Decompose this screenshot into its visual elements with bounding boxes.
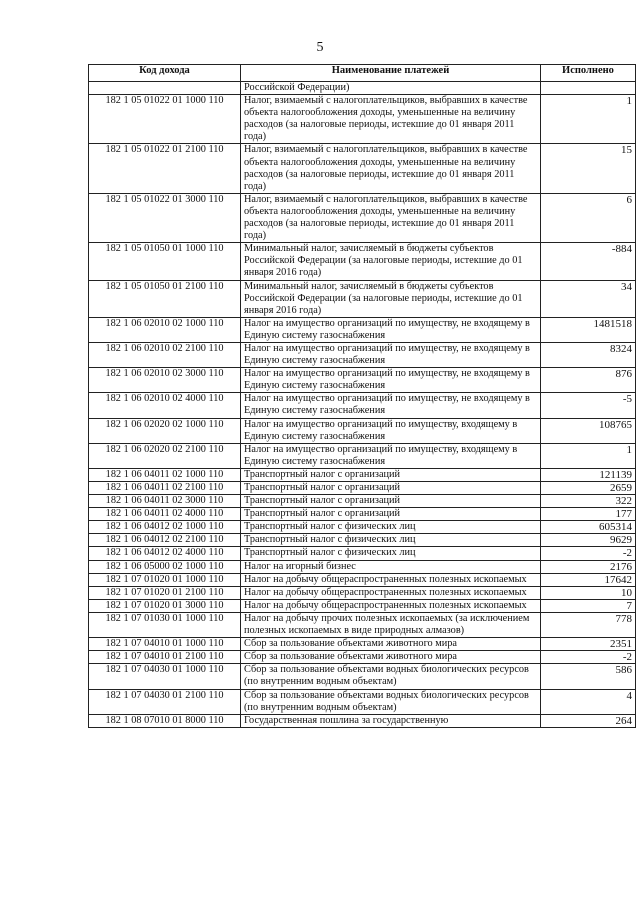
revenue-code-cell: 182 1 05 01050 01 2100 110	[89, 280, 241, 317]
revenue-code-cell: 182 1 08 07010 01 8000 110	[89, 714, 241, 727]
executed-amount-cell: 17642	[541, 573, 636, 586]
revenue-code-cell: 182 1 06 04012 02 2100 110	[89, 534, 241, 547]
table-row	[89, 586, 636, 599]
table-row	[89, 368, 636, 393]
payment-name-cell: Налог на добычу общераспространенных полезных ископаемых	[241, 586, 541, 599]
executed-amount-cell: 8324	[541, 342, 636, 367]
table-row	[89, 664, 636, 689]
payment-name-cell: Налог на имущество организаций по имуществу, не входящему в Единую систему газоснабжения	[241, 342, 541, 367]
table-row	[89, 342, 636, 367]
revenue-code-cell: 182 1 07 01030 01 1000 110	[89, 612, 241, 637]
header-name: Наименование платежей	[241, 65, 541, 82]
payment-name-cell: Налог на добычу общераспространенных полезных ископаемых	[241, 573, 541, 586]
payment-name-cell: Налог на добычу прочих полезных ископаемых (за исключением полезных ископаемых в виде природных алмазов)	[241, 612, 541, 637]
executed-amount-cell: -884	[541, 243, 636, 280]
payment-name-cell: Налог, взимаемый с налогоплательщиков, выбравших в качестве объекта налогообложения доходы, уменьшенные на величину расходов (за налоговые периоды, истекшие до 01 января 2011 года)	[241, 193, 541, 242]
payment-name-cell: Налог на игорный бизнес	[241, 560, 541, 573]
executed-amount-cell: 15	[541, 144, 636, 193]
payment-name-cell: Сбор за пользование объектами водных биологических ресурсов (по внутренним водным объектам)	[241, 664, 541, 689]
revenue-code-cell: 182 1 06 04011 02 4000 110	[89, 508, 241, 521]
executed-amount-cell: 7	[541, 599, 636, 612]
table-row	[89, 95, 636, 144]
header-amount: Исполнено	[541, 65, 636, 82]
table-row	[89, 560, 636, 573]
payment-name-cell: Налог на имущество организаций по имуществу, не входящему в Единую систему газоснабжения	[241, 317, 541, 342]
executed-amount-cell: 34	[541, 280, 636, 317]
table-row	[89, 638, 636, 651]
payment-name-cell: Налог, взимаемый с налогоплательщиков, выбравших в качестве объекта налогообложения доходы, уменьшенные на величину расходов (за налоговые периоды, истекшие до 01 января 2011 года)	[241, 144, 541, 193]
executed-amount-cell: 10	[541, 586, 636, 599]
payment-name-cell: Налог на добычу общераспространенных полезных ископаемых	[241, 599, 541, 612]
revenue-code-cell	[89, 82, 241, 95]
executed-amount-cell: 177	[541, 508, 636, 521]
executed-amount-cell: 2659	[541, 482, 636, 495]
executed-amount-cell: 778	[541, 612, 636, 637]
revenue-code-cell: 182 1 06 05000 02 1000 110	[89, 560, 241, 573]
revenue-code-cell: 182 1 06 04012 02 4000 110	[89, 547, 241, 560]
executed-amount-cell: 2176	[541, 560, 636, 573]
revenue-code-cell: 182 1 06 02020 02 2100 110	[89, 443, 241, 468]
executed-amount-cell: -5	[541, 393, 636, 418]
executed-amount-cell	[541, 82, 636, 95]
executed-amount-cell: 605314	[541, 521, 636, 534]
table-row	[89, 599, 636, 612]
revenue-code-cell: 182 1 06 04012 02 1000 110	[89, 521, 241, 534]
executed-amount-cell: -2	[541, 651, 636, 664]
payment-name-cell: Сбор за пользование объектами животного мира	[241, 651, 541, 664]
table-row	[89, 521, 636, 534]
table-row	[89, 534, 636, 547]
revenue-code-cell: 182 1 06 02010 02 2100 110	[89, 342, 241, 367]
revenue-code-cell: 182 1 06 04011 02 2100 110	[89, 482, 241, 495]
payment-name-cell: Сбор за пользование объектами водных биологических ресурсов (по внутренним водным объектам)	[241, 689, 541, 714]
payment-name-cell: Российской Федерации)	[241, 82, 541, 95]
revenue-code-cell: 182 1 05 01022 01 2100 110	[89, 144, 241, 193]
table-row	[89, 82, 636, 95]
table-row	[89, 714, 636, 727]
payment-name-cell: Транспортный налог с организаций	[241, 508, 541, 521]
table-row	[89, 689, 636, 714]
payment-name-cell: Транспортный налог с организаций	[241, 482, 541, 495]
payment-name-cell: Государственная пошлина за государственную	[241, 714, 541, 727]
table-row	[89, 573, 636, 586]
payment-name-cell: Налог, взимаемый с налогоплательщиков, выбравших в качестве объекта налогообложения доходы, уменьшенные на величину расходов (за налоговые периоды, истекшие до 01 января 2011 года)	[241, 95, 541, 144]
executed-amount-cell: 264	[541, 714, 636, 727]
table-row	[89, 193, 636, 242]
payment-name-cell: Транспортный налог с физических лиц	[241, 547, 541, 560]
payment-name-cell: Налог на имущество организаций по имуществу, входящему в Единую систему газоснабжения	[241, 443, 541, 468]
revenue-code-cell: 182 1 06 04011 02 3000 110	[89, 495, 241, 508]
table-row	[89, 495, 636, 508]
payment-name-cell: Сбор за пользование объектами животного мира	[241, 638, 541, 651]
table-row	[89, 317, 636, 342]
revenue-code-cell: 182 1 07 04010 01 2100 110	[89, 651, 241, 664]
revenue-code-cell: 182 1 06 02010 02 4000 110	[89, 393, 241, 418]
payment-name-cell: Налог на имущество организаций по имуществу, входящему в Единую систему газоснабжения	[241, 418, 541, 443]
payment-name-cell: Минимальный налог, зачисляемый в бюджеты субъектов Российской Федерации (за налоговые периоды, истекшие до 01 января 2016 года)	[241, 243, 541, 280]
payment-name-cell: Налог на имущество организаций по имуществу, не входящему в Единую систему газоснабжения	[241, 393, 541, 418]
revenue-code-cell: 182 1 06 02010 02 3000 110	[89, 368, 241, 393]
table-row	[89, 280, 636, 317]
revenue-code-cell: 182 1 07 01020 01 3000 110	[89, 599, 241, 612]
revenue-code-cell: 182 1 07 04010 01 1000 110	[89, 638, 241, 651]
payment-name-cell: Транспортный налог с организаций	[241, 495, 541, 508]
executed-amount-cell: 6	[541, 193, 636, 242]
table-row	[89, 508, 636, 521]
payment-name-cell: Транспортный налог с физических лиц	[241, 534, 541, 547]
revenue-code-cell: 182 1 05 01050 01 1000 110	[89, 243, 241, 280]
table-row	[89, 393, 636, 418]
executed-amount-cell: 9629	[541, 534, 636, 547]
table-row	[89, 243, 636, 280]
table-row	[89, 144, 636, 193]
table-row	[89, 612, 636, 637]
payment-name-cell: Транспортный налог с организаций	[241, 468, 541, 481]
executed-amount-cell: 1	[541, 95, 636, 144]
table-row	[89, 443, 636, 468]
payment-name-cell: Транспортный налог с физических лиц	[241, 521, 541, 534]
revenue-code-cell: 182 1 07 01020 01 1000 110	[89, 573, 241, 586]
table-row	[89, 468, 636, 481]
executed-amount-cell: 2351	[541, 638, 636, 651]
payment-name-cell: Минимальный налог, зачисляемый в бюджеты субъектов Российской Федерации (за налоговые периоды, истекшие до 01 января 2016 года)	[241, 280, 541, 317]
executed-amount-cell: -2	[541, 547, 636, 560]
table-row	[89, 547, 636, 560]
executed-amount-cell: 1481518	[541, 317, 636, 342]
table-body	[89, 82, 636, 728]
revenue-code-cell: 182 1 06 04011 02 1000 110	[89, 468, 241, 481]
executed-amount-cell: 322	[541, 495, 636, 508]
revenue-code-cell: 182 1 05 01022 01 1000 110	[89, 95, 241, 144]
revenue-code-cell: 182 1 05 01022 01 3000 110	[89, 193, 241, 242]
executed-amount-cell: 121139	[541, 468, 636, 481]
revenue-code-cell: 182 1 07 04030 01 1000 110	[89, 664, 241, 689]
executed-amount-cell: 4	[541, 689, 636, 714]
table-row	[89, 418, 636, 443]
table-row	[89, 651, 636, 664]
page-number: 5	[316, 40, 324, 55]
executed-amount-cell: 1	[541, 443, 636, 468]
executed-amount-cell: 586	[541, 664, 636, 689]
revenue-code-cell: 182 1 07 01020 01 2100 110	[89, 586, 241, 599]
table-row	[89, 482, 636, 495]
revenue-code-cell: 182 1 07 04030 01 2100 110	[89, 689, 241, 714]
revenue-table	[88, 64, 636, 728]
payment-name-cell: Налог на имущество организаций по имуществу, не входящему в Единую систему газоснабжения	[241, 368, 541, 393]
revenue-code-cell: 182 1 06 02010 02 1000 110	[89, 317, 241, 342]
executed-amount-cell: 876	[541, 368, 636, 393]
header-code: Код дохода	[89, 65, 241, 82]
executed-amount-cell: 108765	[541, 418, 636, 443]
table-header-row	[89, 65, 636, 82]
revenue-code-cell: 182 1 06 02020 02 1000 110	[89, 418, 241, 443]
